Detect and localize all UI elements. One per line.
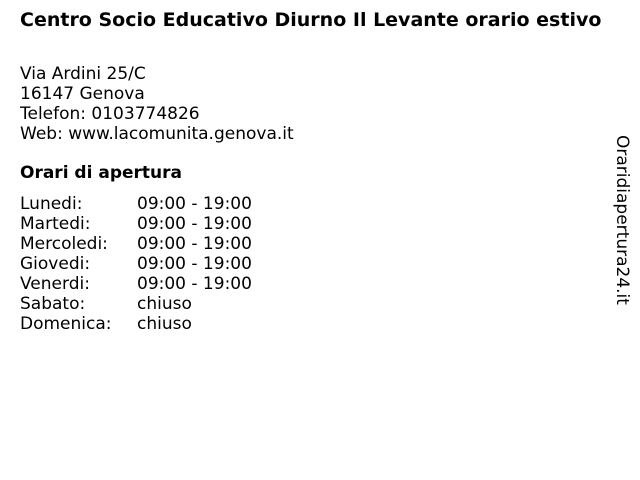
day-label: Martedi: [20,214,91,234]
day-label: Sabato: [20,294,86,314]
time-value: 09:00 - 19:00 [137,214,252,234]
hours-row-sunday [20,314,252,334]
hours-row-friday [20,274,252,294]
hours-row-thursday [20,254,252,274]
time-value: chiuso [137,314,192,334]
day-label: Giovedi: [20,254,91,274]
address-block [20,64,294,144]
hours-row-monday [20,194,252,214]
hours-row-saturday [20,294,252,314]
time-value: 09:00 - 19:00 [137,194,252,214]
hours-heading: Orari di apertura [20,163,182,183]
time-value: chiuso [137,294,192,314]
time-value: 09:00 - 19:00 [137,234,252,254]
address-phone: Telefon: 0103774826 [20,104,200,124]
time-value: 09:00 - 19:00 [137,274,252,294]
hours-row-wednesday [20,234,252,254]
address-web: Web: www.lacomunita.genova.it [20,124,294,144]
page-title: Centro Socio Educativo Diurno Il Levante orario estivo [20,9,602,31]
day-label: Lunedi: [20,194,83,214]
address-city: 16147 Genova [20,84,145,104]
time-value: 09:00 - 19:00 [137,254,252,274]
address-street: Via Ardini 25/C [20,64,146,84]
day-label: Domenica: [20,314,112,334]
day-label: Mercoledi: [20,234,108,254]
hours-row-tuesday [20,214,252,234]
opening-hours-table [20,194,252,334]
site-watermark: Oraridiapertura24.it [612,135,632,305]
day-label: Venerdi: [20,274,90,294]
